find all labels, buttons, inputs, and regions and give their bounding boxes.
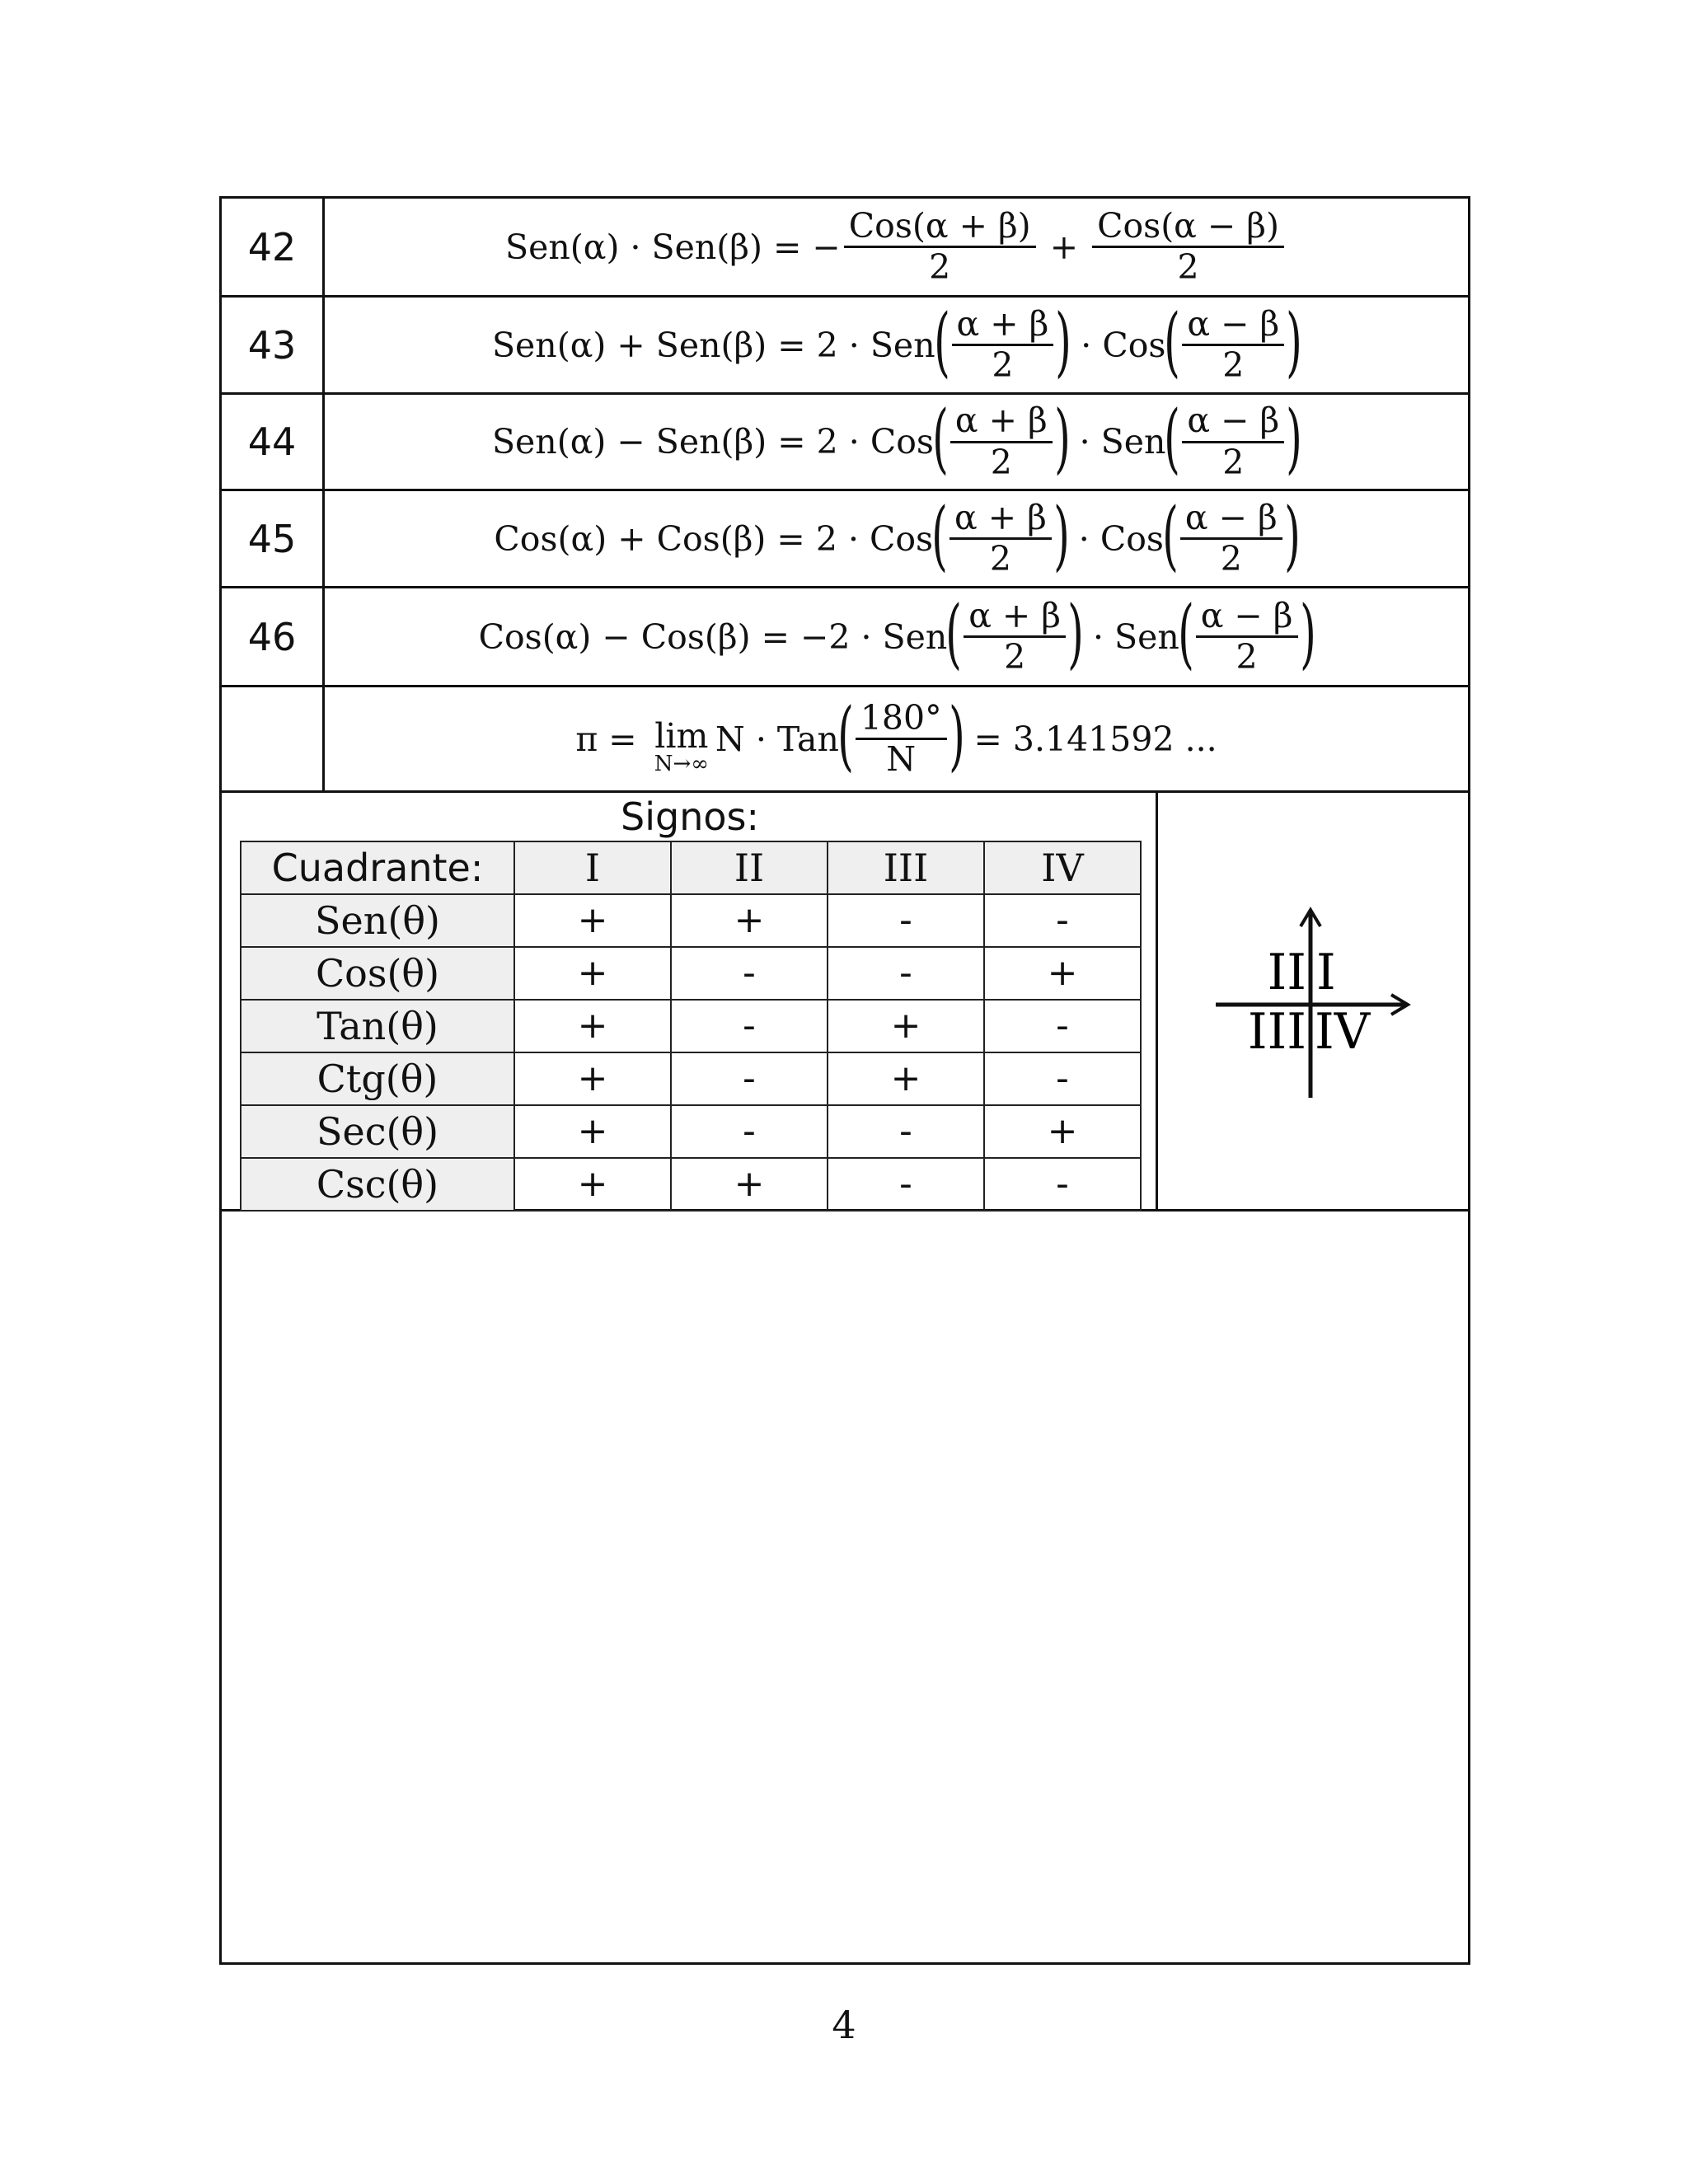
fraction-numerator: α + β: [950, 403, 1053, 443]
formula-46: [325, 588, 1468, 685]
right-paren: ): [1053, 394, 1071, 482]
fraction-numerator: Cos(α + β): [844, 209, 1036, 248]
left-paren: (: [1162, 490, 1179, 579]
quadrant-diagram-panel: [1158, 793, 1468, 1209]
fraction-numerator: α − β: [1180, 500, 1282, 540]
formula-row-43: [222, 298, 1468, 395]
row-label: Sec(θ): [241, 1105, 514, 1158]
formula-lhs: Cos(α) + Cos(β) = 2 · Cos: [494, 518, 934, 559]
left-paren: (: [1164, 394, 1181, 482]
left-paren: (: [945, 588, 963, 677]
fraction-denominator: 2: [1236, 637, 1258, 677]
fraction: [950, 403, 1053, 480]
formula-lhs: Sen(α) − Sen(β) = 2 · Cos: [491, 422, 934, 462]
row-label: Tan(θ): [241, 1000, 514, 1052]
fraction-numerator: α + β: [964, 598, 1066, 638]
formula-row-44: [222, 395, 1468, 491]
sign-cell: -: [984, 894, 1141, 947]
formula-number: 46: [222, 588, 325, 685]
left-paren: (: [933, 297, 950, 386]
sign-cell: +: [514, 1000, 671, 1052]
sign-cell: +: [671, 894, 828, 947]
formula-45: [325, 491, 1468, 586]
right-paren: ): [1053, 490, 1070, 579]
formula-number: 43: [222, 298, 325, 392]
formula-middle: N · Tan: [715, 719, 839, 759]
right-paren: ): [1055, 297, 1072, 386]
formula-lhs: Sen(α) · Sen(β) = −: [505, 227, 841, 267]
formula-43: [325, 298, 1468, 392]
formula-42: [325, 199, 1468, 295]
header-cell: IV: [984, 841, 1141, 894]
sign-cell: +: [671, 1158, 828, 1211]
quadrant-diagram: [1158, 793, 1468, 1209]
formula-number: 44: [222, 395, 325, 489]
row-label: Csc(θ): [241, 1158, 514, 1211]
fraction-numerator: Cos(α − β): [1092, 209, 1284, 248]
formula-middle: · Cos: [1067, 518, 1164, 559]
sign-cell: +: [984, 1105, 1141, 1158]
fraction-denominator: 2: [1222, 345, 1245, 385]
operator: +: [1039, 227, 1090, 267]
fraction-denominator: 2: [1222, 442, 1245, 482]
limit-subscript: N→∞: [654, 752, 709, 776]
fraction-numerator: α − β: [1196, 598, 1298, 638]
sign-cell: -: [671, 1000, 828, 1052]
formula-rhs: = 3.141592 ...: [963, 719, 1217, 759]
sign-cell: +: [514, 947, 671, 1000]
fraction-numerator: α − β: [1182, 307, 1284, 346]
formula-number: 42: [222, 199, 325, 295]
table-row: [241, 1105, 1141, 1158]
formula-row-45: [222, 491, 1468, 588]
formula-middle: · Cos: [1070, 325, 1166, 365]
fraction: [952, 303, 1054, 385]
signs-title: Signos:: [621, 794, 759, 839]
header-cell: III: [828, 841, 984, 894]
right-paren: ): [1286, 297, 1302, 386]
formula-lhs: Cos(α) − Cos(β) = −2 · Sen: [478, 616, 948, 657]
sign-cell: +: [514, 894, 671, 947]
sign-cell: -: [671, 947, 828, 1000]
sign-cell: +: [514, 1105, 671, 1158]
fraction: [856, 697, 947, 779]
sign-cell: +: [514, 1158, 671, 1211]
quadrant-label-iv: IV: [1315, 1003, 1371, 1061]
sign-cell: -: [984, 1000, 1141, 1052]
limit-word: lim: [654, 716, 709, 756]
fraction: [1182, 303, 1284, 385]
right-paren: ): [1283, 490, 1301, 579]
formula-middle: · Sen: [1068, 422, 1166, 462]
formula-44: [325, 395, 1468, 489]
sign-cell: -: [984, 1158, 1141, 1211]
sign-cell: -: [671, 1052, 828, 1105]
table-header-row: [241, 841, 1141, 894]
right-paren: ): [1299, 588, 1316, 677]
signs-table: [240, 841, 1142, 1212]
quadrant-label-ii: II: [1267, 944, 1306, 1001]
fraction-numerator: 180°: [856, 701, 947, 740]
table-row: [241, 894, 1141, 947]
table-row: [241, 1000, 1141, 1052]
blank-area: [222, 1212, 1468, 1962]
fraction: [1180, 497, 1282, 579]
fraction-denominator: 2: [929, 247, 951, 287]
header-cell: I: [514, 841, 671, 894]
right-paren: ): [1067, 588, 1084, 677]
quadrant-label-i: I: [1316, 944, 1336, 1001]
sign-cell: +: [828, 1000, 984, 1052]
fraction: [1196, 595, 1298, 677]
formula-number: [222, 687, 325, 790]
right-paren: ): [948, 691, 965, 780]
fraction-denominator: 2: [1220, 539, 1242, 579]
table-row: [241, 1052, 1141, 1105]
fraction-denominator: N: [886, 739, 917, 779]
page-number: 4: [832, 2003, 856, 2047]
sign-cell: -: [828, 1158, 984, 1211]
left-paren: (: [837, 691, 854, 780]
sign-cell: -: [828, 947, 984, 1000]
formula-number: 45: [222, 491, 325, 586]
fraction: [950, 497, 1052, 579]
table-row: [241, 1158, 1141, 1211]
fraction: [1092, 205, 1284, 287]
fraction-denominator: 2: [1004, 637, 1026, 677]
formula-pi: [325, 687, 1468, 790]
limit: [654, 716, 709, 776]
formula-row-42: [222, 199, 1468, 298]
signs-section: [222, 793, 1468, 1212]
header-cell: II: [671, 841, 828, 894]
sign-cell: -: [984, 1052, 1141, 1105]
sign-cell: +: [828, 1052, 984, 1105]
sign-cell: -: [828, 894, 984, 947]
left-paren: (: [932, 394, 949, 482]
formula-row-pi: [222, 687, 1468, 793]
left-paren: (: [1164, 297, 1181, 386]
fraction-numerator: α + β: [950, 500, 1052, 540]
right-paren: ): [1286, 394, 1302, 482]
fraction: [964, 595, 1066, 677]
fraction-denominator: 2: [989, 539, 1011, 579]
quadrant-label-iii: III: [1247, 1003, 1306, 1061]
formula-lhs: Sen(α) + Sen(β) = 2 · Sen: [491, 325, 935, 365]
sign-cell: -: [671, 1105, 828, 1158]
fraction-denominator: 2: [1177, 247, 1199, 287]
fraction-denominator: 2: [990, 442, 1012, 482]
row-label: Cos(θ): [241, 947, 514, 1000]
fraction: [844, 205, 1036, 287]
pi-equals: π =: [575, 719, 648, 759]
header-cell: Cuadrante:: [241, 841, 514, 894]
sign-cell: +: [514, 1052, 671, 1105]
formula-sheet: [219, 196, 1470, 1965]
formula-row-46: [222, 588, 1468, 687]
fraction: [1182, 403, 1284, 480]
signs-table-panel: [222, 793, 1158, 1209]
left-paren: (: [931, 490, 948, 579]
row-label: Sen(θ): [241, 894, 514, 947]
row-label: Ctg(θ): [241, 1052, 514, 1105]
fraction-denominator: 2: [992, 345, 1014, 385]
left-paren: (: [1177, 588, 1194, 677]
table-row: [241, 947, 1141, 1000]
formula-middle: · Sen: [1081, 616, 1179, 657]
fraction-numerator: α + β: [952, 307, 1054, 346]
fraction-numerator: α − β: [1182, 403, 1284, 443]
sign-cell: +: [984, 947, 1141, 1000]
sign-cell: -: [828, 1105, 984, 1158]
